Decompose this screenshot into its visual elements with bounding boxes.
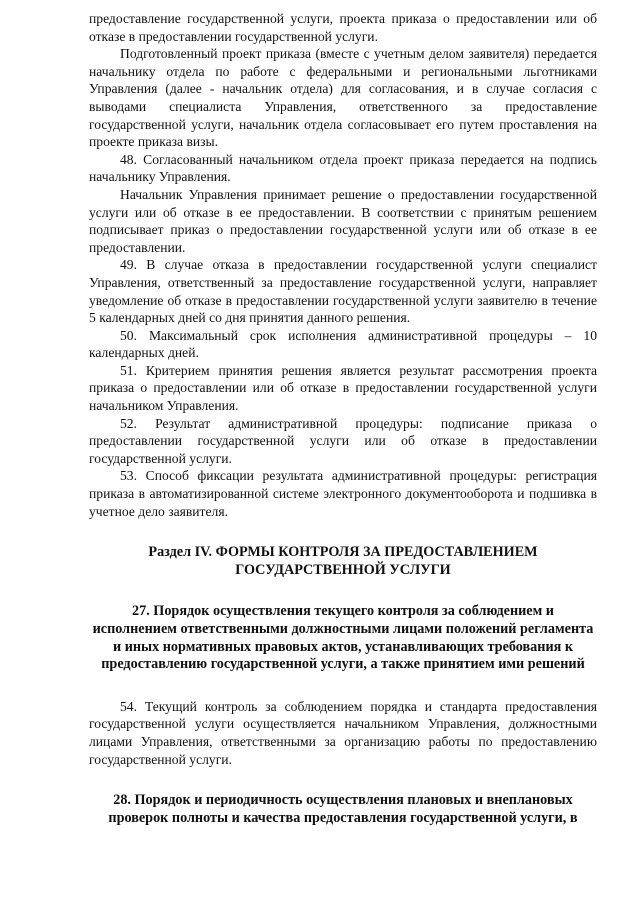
section-heading-line1: Раздел IV. ФОРМЫ КОНТРОЛЯ ЗА ПРЕДОСТАВЛЕНИЕМ [148, 544, 538, 561]
section-heading-line2: ГОСУДАРСТВЕННОЙ УСЛУГИ [235, 561, 451, 578]
paragraph-head-decision: Начальник Управления принимает решение о предоставлении государственной услуги или об отказе в ее предоставлении. В соответствии с принятым решением подписывает приказ о предоставлении государственной услуги или об отказе в ее предоставлении. [89, 186, 597, 255]
paragraph-49: 49. В случае отказа в предоставлении государственной услуги специалист Управления, ответственный за предоставление государственной услуги, направляет уведомление об отказе в предоставлении государственной услуги заявителю в течение 5 календарных дней со дня принятия данного решения. [89, 257, 597, 326]
section-heading [89, 544, 597, 579]
subheading-27: 27. Порядок осуществления текущего контроля за соблюдением и исполнением ответственными должностными лицами положений регламента и иных нормативных правовых актов, устанавливающих требования к предоставлению государственной услуги, а также принятием ими решений [92, 603, 594, 673]
spacer [89, 674, 597, 698]
paragraph-51: 51. Критерием принятия решения является результат рассмотрения проекта приказа о предоставлении или об отказе в предоставлении государственной услуги начальником Управления. [89, 362, 597, 414]
paragraph-continuation: предоставление государственной услуги, проекта приказа о предоставлении или об отказе в предоставлении государственной услуги. [89, 11, 597, 44]
paragraph-53: 53. Способ фиксации результата административной процедуры: регистрация приказа в автоматизированной системе электронного документооборота и подшивка в учетное дело заявителя. [89, 468, 597, 519]
spacer [89, 520, 597, 544]
paragraph-48: 48. Согласованный начальником отдела проект приказа передается на подпись начальнику Управления. [89, 151, 597, 185]
paragraph-52: 52. Результат административной процедуры: подписание приказа о предоставлении государственной услуги или об отказе в предоставлении государственной услуги. [89, 415, 597, 466]
spacer [89, 579, 597, 603]
subheading-28: 28. Порядок и периодичность осуществления плановых и внеплановых проверок полноты и качества предоставления государственной услуги, в [108, 792, 578, 826]
paragraph-54: 54. Текущий контроль за соблюдением порядка и стандарта предоставления государственной услуги осуществляется начальником Управления, должностными лицами Управления, ответственными за организацию работы по предоставлению государственной услуги. [89, 698, 597, 767]
spacer [89, 768, 597, 792]
paragraph-draft-order-approval: Подготовленный проект приказа (вместе с учетным делом заявителя) передается начальнику отдела по работе с федеральными и региональными льготниками Управления (далее - начальник отдела) для согласования, и в случае согласия с выводами специалиста Управления, ответственного за предоставление государственной услуги, начальник отдела согласовывает его путем проставления на проекте приказа визы. [89, 46, 597, 150]
paragraph-50: 50. Максимальный срок исполнения административной процедуры – 10 календарных дней. [89, 327, 597, 361]
